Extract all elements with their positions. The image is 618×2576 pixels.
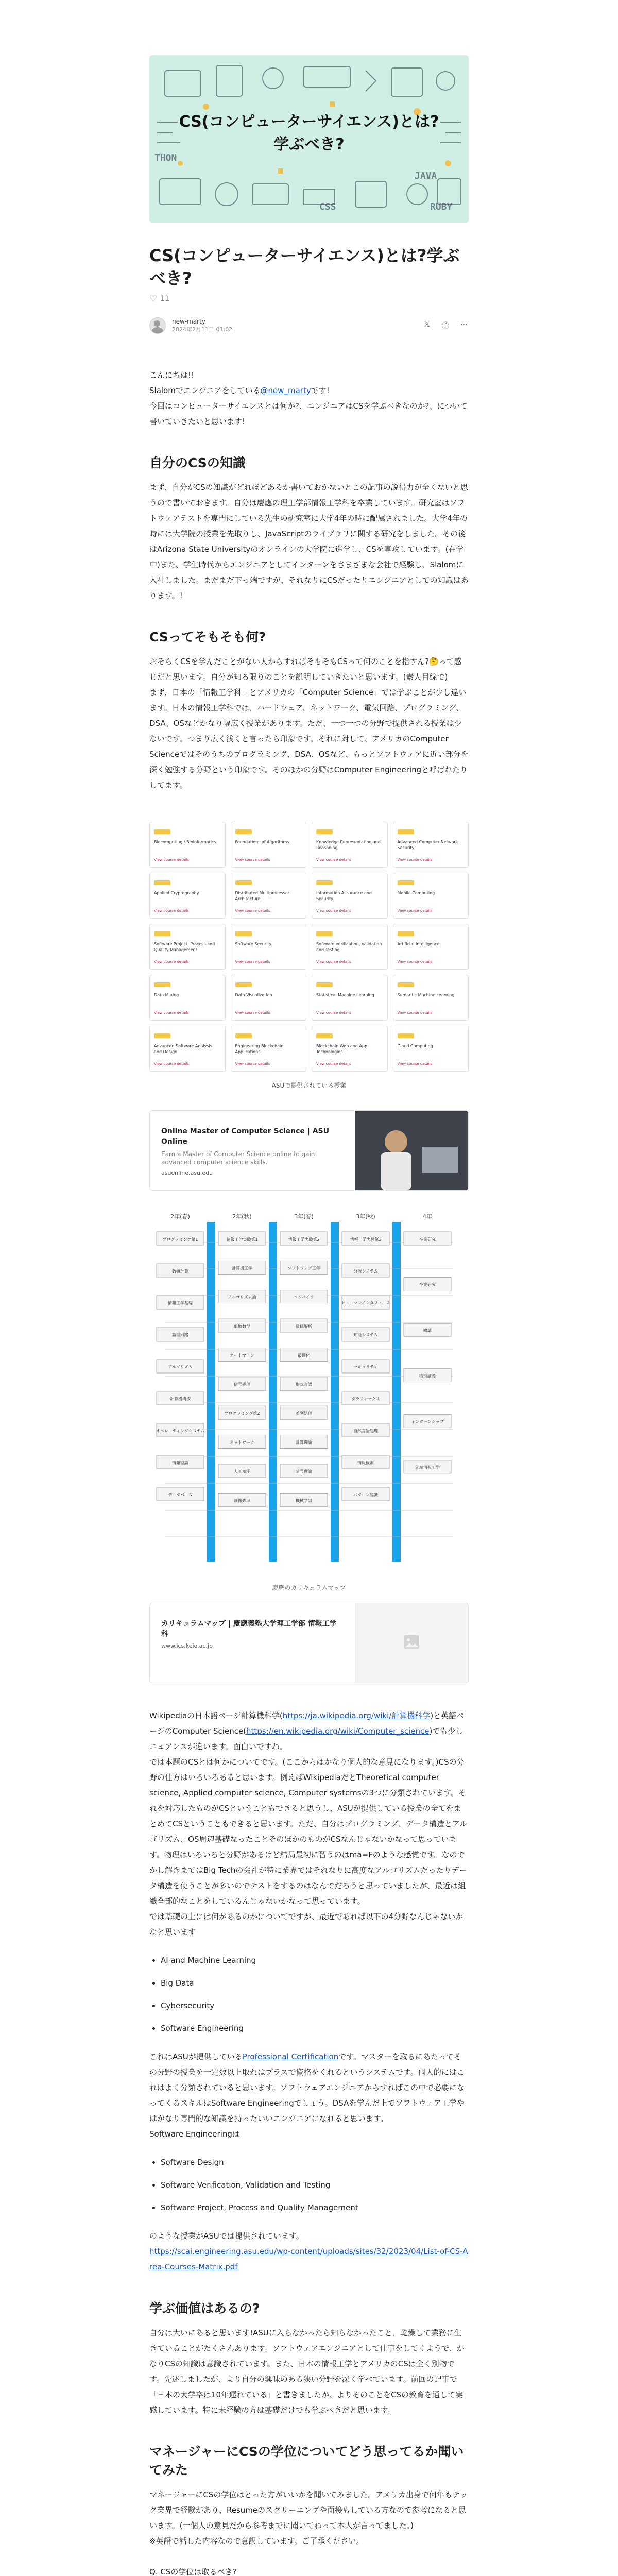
course-card[interactable] <box>312 873 388 919</box>
curriculum-course-label: 形式言語 <box>296 1382 312 1387</box>
course-title: Blockchain Web and App Technologies <box>316 1044 368 1054</box>
course-title: Semantic Machine Learning <box>397 993 455 997</box>
curriculum-course-box <box>404 1232 451 1245</box>
course-details-link[interactable]: View course details <box>154 1011 189 1015</box>
professional-certification-link[interactable]: Professional Certification <box>242 2052 339 2061</box>
course-title: Foundations of Algorithms <box>235 840 289 844</box>
curriculum-course-box <box>342 1423 389 1437</box>
text: )と英語ページのComputer Science( <box>149 1711 465 1736</box>
course-card[interactable] <box>149 873 226 919</box>
course-card[interactable] <box>231 873 307 919</box>
curriculum-course-label: プログラミング第1 <box>162 1237 198 1242</box>
course-title: Statistical Machine Learning <box>316 993 374 997</box>
intro-summary: 今回はコンピューターサイエンスとは何か?、エンジニアはCSを学ぶべきなのか?、について書いていきたいと思います! <box>149 401 468 426</box>
year-label: 2年(秋) <box>232 1213 252 1220</box>
course-card[interactable] <box>393 822 469 868</box>
course-details-link[interactable]: View course details <box>397 1062 433 1066</box>
curriculum-timeline-bar <box>269 1222 277 1562</box>
curriculum-course-box <box>404 1323 451 1336</box>
curriculum-course-label: 輪講 <box>423 1328 432 1333</box>
curriculum-course-label: 計算機工学 <box>232 1266 252 1271</box>
year-label: 2年(春) <box>170 1213 190 1220</box>
curriculum-course-box <box>404 1369 451 1382</box>
section-body: おそらくCSを学んだことがない人からすればそもそもCSって何のことを指すん?🤔って感じだと思います。自分が知る限りのことを説明していきたいと思います。(素人目線で) <box>149 657 462 682</box>
curriculum-course-box <box>157 1296 204 1309</box>
course-card[interactable] <box>312 1026 388 1072</box>
asu-pdf-link[interactable]: https://scai.engineering.asu.edu/wp-content/uploads/sites/32/2023/04/List-of-CS-Area-Courses-Matrix.pdf <box>149 2247 468 2272</box>
course-details-link[interactable]: View course details <box>397 858 433 862</box>
link-card-asu[interactable] <box>149 1110 469 1191</box>
link-card-title: カリキュラムマップ | 慶應義塾大学理工学部 情報工学科 <box>161 1620 337 1638</box>
course-badge <box>316 880 333 885</box>
course-card[interactable] <box>231 975 307 1021</box>
course-card[interactable] <box>312 924 388 970</box>
publish-date: 2024年2月11日 01:02 <box>172 326 233 333</box>
intro <box>149 367 469 429</box>
curriculum-course-label: インターンシップ <box>411 1419 444 1425</box>
image-caption: 慶應のカリキュラムマップ <box>272 1584 346 1591</box>
curriculum-course-label: データベース <box>168 1493 193 1497</box>
year-label: 3年(秋) <box>356 1213 375 1220</box>
curriculum-course-box <box>342 1455 389 1469</box>
curriculum-course-box <box>157 1328 204 1341</box>
course-badge <box>154 1033 170 1038</box>
curriculum-course-box <box>404 1414 451 1428</box>
hero-title <box>149 111 469 156</box>
curriculum-map <box>149 1211 469 1572</box>
list-item: • Software Project, Process and Quality Management <box>161 2196 469 2219</box>
course-details-link[interactable]: View course details <box>397 909 433 913</box>
curriculum-course-box <box>218 1290 266 1303</box>
curriculum-course-label: パターン認識 <box>353 1493 378 1497</box>
course-badge <box>398 931 414 936</box>
list-item: • Software Verification, Validation and Testing <box>161 2174 469 2196</box>
hero-deco-word: CSS <box>319 201 336 212</box>
author-mention-link[interactable]: @new_marty <box>260 386 311 395</box>
curriculum-timeline-bar <box>392 1222 401 1562</box>
section-body: マネージャーにCSの学位はとった方がいいかを聞いてみました。アメリカ出身で何年もテック業界で経験があり、Resumeのスクリーニングや面接もしている方なので参考になると思います。(一個人の意見だから参考までに聞いてねって本人が言ってました。) <box>149 2490 468 2530</box>
course-badge <box>235 982 252 987</box>
list-item: • Cybersecurity <box>161 1994 469 2017</box>
curriculum-course-box <box>218 1435 266 1449</box>
course-card[interactable] <box>231 924 307 970</box>
course-badge <box>398 1033 414 1038</box>
curriculum-course-box <box>280 1319 328 1332</box>
course-details-link[interactable]: View course details <box>235 1062 270 1066</box>
curriculum-course-box <box>157 1487 204 1501</box>
list-item: • Software Engineering <box>161 2017 469 2040</box>
curriculum-course-box <box>342 1232 389 1245</box>
curriculum-course-box <box>280 1464 328 1478</box>
course-card[interactable] <box>231 1026 307 1072</box>
curriculum-course-box <box>156 1423 204 1437</box>
curriculum-course-box <box>218 1464 266 1478</box>
hero-title-line2: 学ぶべき? <box>273 135 345 154</box>
section-heading: マネージャーにCSの学位についてどう思ってるか聞いてみた <box>149 2444 464 2478</box>
article-container <box>149 55 469 2576</box>
curriculum-course-label: 画像処理 <box>234 1498 250 1503</box>
cert-paragraph <box>149 2049 469 2126</box>
list-item: • Software Design <box>161 2151 469 2174</box>
course-details-link[interactable]: View course details <box>316 1011 351 1015</box>
course-title: Data Mining <box>154 993 179 997</box>
course-grid-image <box>149 822 469 1072</box>
section-heading: CSってそもそも何? <box>149 630 266 645</box>
curriculum-course-label: オートマトン <box>230 1353 254 1358</box>
wikipedia-en-link[interactable]: https://en.wikipedia.org/wiki/Computer_science <box>246 1726 430 1736</box>
course-card[interactable] <box>312 975 388 1021</box>
curriculum-course-label: 離散数学 <box>234 1324 250 1329</box>
curriculum-course-label: 計算理論 <box>296 1440 312 1445</box>
curriculum-course-label: 情報工学基礎 <box>168 1301 193 1306</box>
software-engineering-list <box>149 2151 469 2219</box>
curriculum-course-label: 計算機構成 <box>170 1397 191 1401</box>
course-title: Mobile Computing <box>397 891 435 895</box>
section-body: では本題のCSとは何かについてです。(ここからはかなり個人的な意見になります。)CSの分野の仕方はいろいろあると思います。例えばWikipediaだとTheoretical computer science, Applied computer science, Computer systemsの3つに分類されています。それを対応したものがCSということもできると思うし、ASUが提供している授業の全てをまとめてCSということもできると思います。ただ、自分はプログラミング、データ構造とアルゴリズム、OS周辺基礎なったことそのほかのものがCSなんじゃないかなって思っています。物理はいろいろと分野があるけど結局最初に習うのはma=Fのような感覚です。なのでかし解きまではBig Techの会社が特に業界ではそれなりに高度なアルゴリズムだったりデータ構造を使うことが多いのでテストをするのはなんでだろうと思っていましたが、最近は組織全部的なことをしているんじゃないかなって思っています。 <box>149 1757 468 1906</box>
curriculum-course-box <box>342 1264 389 1277</box>
curriculum-course-label: 先端情報工学 <box>415 1465 440 1470</box>
curriculum-course-label: 数値計算 <box>172 1269 188 1274</box>
course-badge <box>235 931 252 936</box>
section-3 <box>149 1708 469 2275</box>
curriculum-course-label: 論理回路 <box>172 1333 188 1337</box>
hero-deco-word: JAVA <box>415 171 437 181</box>
link-card-thumbnail <box>355 1111 468 1190</box>
curriculum-course-label: ヒューマンインタフェース <box>341 1301 390 1306</box>
course-details-link[interactable]: View course details <box>235 960 270 964</box>
hero-deco-word: RUBY <box>430 201 453 212</box>
curriculum-course-label: 並列処理 <box>296 1411 312 1416</box>
curriculum-course-box <box>280 1261 328 1274</box>
course-card[interactable] <box>312 822 388 868</box>
link-card-description: Earn a Master of Computer Science online to gain advanced computer science skills. <box>161 1150 315 1166</box>
section-body: まず、日本の「情報工学科」とアメリカの「Computer Science」では学ぶことが少し違います。日本の情報工学科では、ハードウェア、ネットワーク、電気回路、プログラミング、DSA、OSなどかなり幅広く授業があります。ただ、一つ一つの分野で提供される授業は少ないです。つまり広く浅くと言ったら印象です。それに対して、アメリカのComputer Scienceではそのうちのプログラミング、DSA、OSなど、もっとソフトウェアに近い部分を深く勉強する分野という印象です。そのほかの分野はComputer Engineeringと呼ばれたりしてます。 <box>149 688 469 790</box>
curriculum-course-box <box>404 1460 451 1473</box>
curriculum-course-box <box>157 1360 204 1373</box>
intro-text: です! <box>311 386 330 395</box>
hero-deco-word: THON <box>154 152 177 163</box>
curriculum-course-box <box>342 1360 389 1373</box>
curriculum-course-label: 自然言語処理 <box>353 1429 378 1433</box>
curriculum-course-label: 情報工学実験第3 <box>350 1237 382 1242</box>
curriculum-course-box <box>157 1455 204 1469</box>
section-body: のような授業がASUでは提供されています。 <box>149 2231 304 2241</box>
curriculum-course-label: ソフトウェア工学 <box>287 1266 320 1271</box>
course-details-link[interactable]: View course details <box>235 858 270 862</box>
course-title: Cloud Computing <box>397 1044 433 1048</box>
link-card-url: www.ics.keio.ac.jp <box>161 1642 213 1649</box>
curriculum-course-label: 情報工学実験第1 <box>226 1237 258 1242</box>
course-badge <box>316 829 333 834</box>
text: です。マスターを取るにあたってその分野の授業を一定数以上取れはプラスで資格をくれるというシステムです。個人的にはこれはよく分類されていると思います。ソフトウェアエンジニアからすればこの中で必要になってくるスキルはSoftware Engineeringでしょう。DSAを学んだ上でソフトウェア工学やはがなり専門的な知識を持ったいいエンジニアになれると思います。 <box>149 2052 465 2123</box>
course-card[interactable] <box>393 975 469 1021</box>
curriculum-course-label: 卒業研究 <box>419 1282 436 1287</box>
curriculum-course-box <box>218 1377 266 1391</box>
curriculum-course-box <box>342 1392 389 1405</box>
curriculum-course-box <box>218 1319 266 1332</box>
section-heading: 自分のCSの知識 <box>149 455 246 470</box>
curriculum-course-label: 人工知能 <box>234 1469 250 1474</box>
list-item: • Big Data <box>161 1972 469 1994</box>
course-card[interactable] <box>231 822 307 868</box>
hero-image <box>149 55 469 223</box>
course-card[interactable] <box>393 1026 469 1072</box>
thumbnail-photo <box>355 1111 468 1190</box>
curriculum-course-label: アルゴリズム論 <box>228 1295 256 1300</box>
curriculum-course-box <box>157 1392 204 1405</box>
curriculum-course-box <box>341 1296 390 1309</box>
curriculum-map-image <box>149 1211 469 1591</box>
intro-self <box>149 383 469 398</box>
like-count: 11 <box>160 295 170 303</box>
curriculum-course-box <box>218 1493 266 1506</box>
wikipedia-ja-link[interactable]: https://ja.wikipedia.org/wiki/計算機科学 <box>282 1711 431 1720</box>
course-badge <box>316 982 333 987</box>
curriculum-course-label: 分散システム <box>353 1269 378 1274</box>
course-badge <box>154 880 170 885</box>
curriculum-course-box <box>218 1406 266 1419</box>
curriculum-course-label: アルゴリズム <box>168 1365 193 1369</box>
section-body: 自分は大いにあると思います!ASUに入らなかったら知らなかったこと、乾燥して業務に生きていることがたくさんあります。ソフトウェアエンジニアとして仕事をしてくようで、かなりCSの知識は意識されています。また、日本の情報工学とアメリカのCSは全く別物です。先述しましたが、より自分の興味のある狭い分野を深く学べています。前回の記事で「日本の大学卒は10年遅れている」と書きましたが、よりそのことをCSの教育を通して実感しています。特に未経験の方は基礎だけでも学ぶべきだと思います。 <box>149 2328 465 2415</box>
course-title: Software Verification, Validation and Testing <box>316 942 382 952</box>
section-heading: 学ぶ価値はあるの? <box>149 2301 260 2316</box>
course-badge <box>235 880 252 885</box>
course-details-link[interactable]: View course details <box>154 960 189 964</box>
section-body: Software Engineeringは <box>149 2129 240 2139</box>
course-details-link[interactable]: View course details <box>235 909 270 913</box>
list-item: • AI and Machine Learning <box>161 1949 469 1972</box>
course-badge <box>398 880 414 885</box>
course-title: Advanced Software Analysis and Design <box>154 1044 212 1054</box>
cs-fields-list <box>149 1949 469 2040</box>
image-caption: ASUで提供されている授業 <box>271 1082 347 1089</box>
course-card[interactable] <box>393 924 469 970</box>
curriculum-course-label: 特別講義 <box>419 1374 436 1379</box>
wiki-paragraph <box>149 1708 469 1754</box>
curriculum-timeline-bar <box>331 1222 339 1562</box>
course-details-link[interactable]: View course details <box>154 1062 189 1066</box>
section-body: では基礎の上には何があるのかについてですが、最近であれば以下の4分野なんじゃないかなと思います <box>149 1912 464 1937</box>
course-title: Advanced Computer Network Security <box>397 840 458 850</box>
course-title: Data Visualization <box>235 993 272 997</box>
curriculum-course-label: 最適化 <box>298 1353 310 1358</box>
curriculum-course-box <box>404 1278 451 1291</box>
x-icon[interactable]: 𝕏 <box>424 320 430 329</box>
course-details-link[interactable]: View course details <box>316 960 351 964</box>
year-label: 4年 <box>423 1213 432 1220</box>
author-meta <box>172 317 232 334</box>
curriculum-course-box <box>218 1261 266 1274</box>
text: これはASUが提供している <box>149 2052 243 2061</box>
course-details-link[interactable]: View course details <box>316 858 351 862</box>
intro-text: Slalomでエンジニアをしている <box>149 386 261 395</box>
course-title: Software Security <box>235 942 272 946</box>
curriculum-course-label: 情報工学実験第2 <box>288 1237 320 1242</box>
curriculum-course-label: 暗号理論 <box>296 1469 312 1474</box>
question: Q. CSの学位は取るべき? <box>149 2567 237 2576</box>
curriculum-course-box <box>218 1232 266 1245</box>
curriculum-course-box <box>342 1487 389 1501</box>
course-details-link[interactable]: View course details <box>316 909 351 913</box>
course-title: Biocomputing / Bioinformatics <box>154 840 216 844</box>
course-card[interactable] <box>149 924 226 970</box>
curriculum-course-label: プログラミング第2 <box>224 1411 260 1416</box>
course-badge <box>316 1033 333 1038</box>
course-title: Artificial Intelligence <box>397 942 440 946</box>
course-details-link[interactable]: View course details <box>316 1062 351 1066</box>
hero-title-line1: CS(コンピューターサイエンス)とは? <box>179 113 439 131</box>
course-badge <box>154 931 170 936</box>
course-details-link[interactable]: View course details <box>397 1011 433 1015</box>
course-details-link[interactable]: View course details <box>235 1011 270 1015</box>
course-card[interactable] <box>149 1026 226 1072</box>
curriculum-course-box <box>280 1406 328 1419</box>
course-title: Applied Cryptography <box>154 891 199 895</box>
avatar[interactable] <box>149 317 166 334</box>
link-card-keio[interactable] <box>149 1603 469 1683</box>
course-card[interactable] <box>149 975 226 1021</box>
curriculum-course-box <box>218 1348 266 1361</box>
course-details-link[interactable]: View course details <box>154 909 189 913</box>
curriculum-course-label: 情報検索 <box>357 1461 374 1465</box>
curriculum-course-label: 卒業研究 <box>419 1237 436 1242</box>
image-placeholder-icon <box>355 1603 468 1683</box>
curriculum-course-label: 数値解析 <box>296 1324 312 1329</box>
section-body: まず、自分がCSの知識がどれほどあるか書いておかないとこの記事の説得力が全くないと思うので書いておきます。自分は慶應の理工学部情報工学科を卒業しています。研究室はソフトウェアテストを専門にしている先生の研究室に大学4年の時に配属されました。大学4年の時には大学院の授業を先取りし、JavaScriptのライブラリに関する研究をしました。その後はArizona State Universityのオンラインの大学院に進学し、CSを専攻しています。(在学中)また、学生時代からエンジニアとしてインターンをさまざまな会社で経験し、Slalomに入社しました。まだまだ下っ端ですが、それなりにCSだったりエンジニアとしての知識はあります。! <box>149 483 469 600</box>
text: )でも少しニュアンスが違います。面白いですね。 <box>149 1726 464 1751</box>
curriculum-course-box <box>280 1232 328 1245</box>
curriculum-course-label: オペレーティングシステム <box>156 1429 205 1433</box>
facebook-icon[interactable]: ⓕ <box>442 322 449 330</box>
curriculum-course-box <box>280 1435 328 1449</box>
course-title: Engineering Blockchain Applications <box>235 1044 284 1054</box>
curriculum-course-label: 情報理論 <box>172 1461 188 1465</box>
more-icon[interactable]: ⋯ <box>460 320 468 329</box>
curriculum-course-box <box>280 1493 328 1506</box>
course-badge <box>235 829 252 834</box>
course-badge <box>154 829 170 834</box>
curriculum-course-box <box>280 1290 328 1303</box>
course-title: Distributed Multiprocessor Architecture <box>235 891 290 901</box>
course-details-link[interactable]: View course details <box>397 960 433 964</box>
link-card-thumbnail <box>355 1603 468 1683</box>
note: ※英語で話した内容なので意訳しています。ご了承ください。 <box>149 2536 364 2546</box>
curriculum-course-label: グラフィックス <box>351 1397 380 1401</box>
course-badge <box>235 1033 252 1038</box>
curriculum-course-label: セキュリティ <box>353 1365 378 1369</box>
course-card[interactable] <box>149 822 226 868</box>
curriculum-course-label: 知能システム <box>353 1333 378 1337</box>
course-details-link[interactable]: View course details <box>154 858 189 862</box>
curriculum-course-box <box>342 1328 389 1341</box>
curriculum-timeline-bar <box>207 1222 215 1562</box>
curriculum-course-label: ネットワーク <box>230 1440 254 1445</box>
curriculum-course-box <box>280 1377 328 1391</box>
curriculum-course-label: コンパイラ <box>294 1295 314 1300</box>
course-badge <box>316 931 333 936</box>
curriculum-course-label: 信号処理 <box>234 1382 250 1387</box>
author-row <box>149 317 469 334</box>
course-badge <box>398 982 414 987</box>
curriculum-course-label: 機械学習 <box>296 1498 312 1503</box>
link-card-url: asuonline.asu.edu <box>161 1170 213 1176</box>
curriculum-course-box <box>280 1348 328 1361</box>
curriculum-course-box <box>157 1232 204 1245</box>
like-counter[interactable] <box>149 294 469 304</box>
year-label: 3年(春) <box>294 1213 314 1220</box>
curriculum-course-box <box>157 1264 204 1277</box>
intro-greeting: こんにちは!! <box>149 370 195 380</box>
course-title: Knowledge Representation and Reasoning <box>316 840 381 850</box>
course-title: Software Project, Process and Quality Management <box>154 942 215 952</box>
text: Wikipediaの日本語ページ計算機科学( <box>149 1711 283 1720</box>
course-title: Information Assurance and Security <box>316 891 372 901</box>
heart-icon[interactable]: ♡ <box>149 294 158 304</box>
author-name[interactable]: new-marty <box>172 318 205 325</box>
share-buttons <box>422 320 469 331</box>
course-card[interactable] <box>393 873 469 919</box>
course-badge <box>398 829 414 834</box>
course-badge <box>154 982 170 987</box>
link-card-title: Online Master of Computer Science | ASU Online <box>161 1127 330 1146</box>
article-title: CS(コンピューターサイエンス)とは?学ぶべき? <box>149 246 460 288</box>
